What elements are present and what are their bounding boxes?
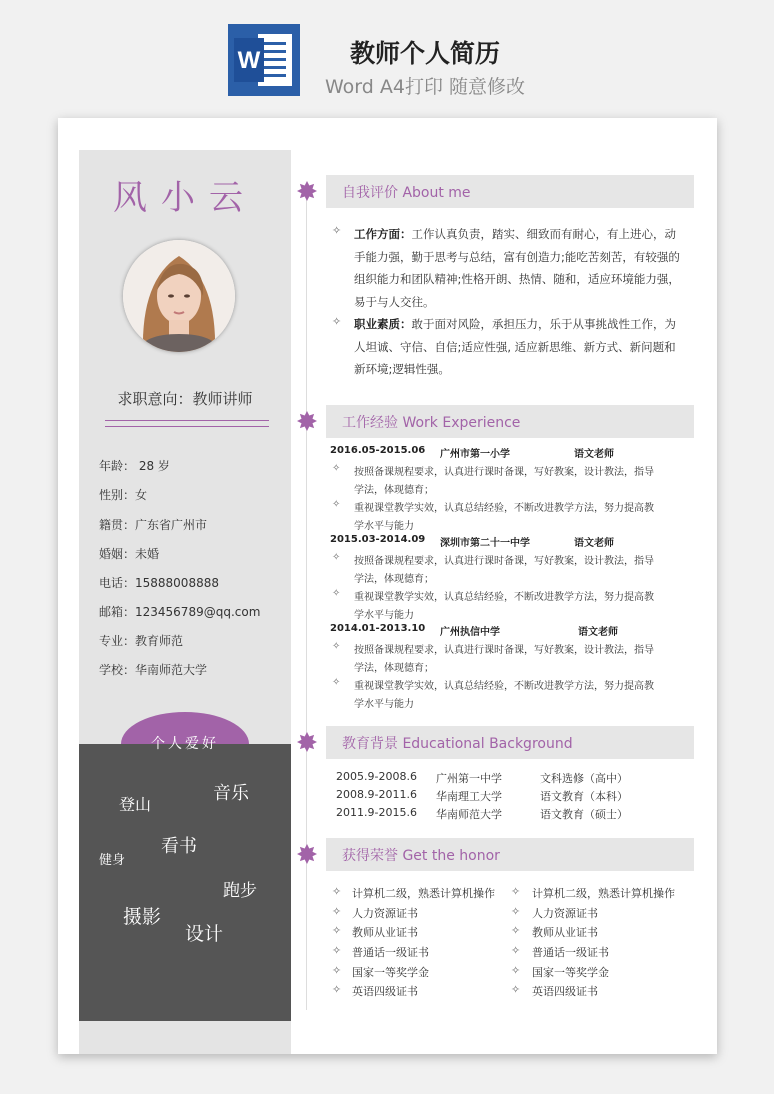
job-duty-line: 学法，体现德育； [354, 485, 434, 496]
hobby-word: 健身 [99, 853, 126, 868]
about-line: 手能力强，勤于思考与总结，富有创造力;能吃苦刻苦，有较强的 [354, 249, 680, 264]
job-duty-line: 按照备课规程要求，认真进行课时备课，写好教案，设计教法，指导 [354, 645, 654, 656]
section-header-work [326, 405, 694, 438]
job-duty-line: 学水平与能力 [354, 699, 414, 710]
job-school: 广州市第一小学 [440, 449, 510, 460]
section-title: 获得荣誉 Get the honor [342, 848, 500, 864]
honor-item: 国家一等奖学金 [352, 966, 429, 979]
diamond-icon: ✧ [511, 924, 521, 937]
diamond-icon: ✧ [511, 944, 521, 957]
diamond-icon: ✧ [332, 463, 341, 474]
hobby-word: 看书 [161, 836, 197, 857]
diamond-icon: ✧ [511, 983, 521, 996]
diamond-icon: ✧ [332, 983, 342, 996]
word-doc-icon [228, 24, 300, 96]
hobby-word: 摄影 [123, 906, 162, 928]
about-label: 职业素质： [354, 317, 412, 331]
edu-period: 2005.9-2008.6 [336, 770, 417, 783]
divider-line [105, 420, 269, 421]
honor-item: 普通话一级证书 [352, 946, 429, 959]
diamond-icon: ✧ [332, 677, 341, 688]
profile-photo [123, 240, 235, 352]
diamond-icon: ✧ [332, 964, 342, 977]
honor-item: 英语四级证书 [352, 985, 418, 998]
hobby-panel [79, 744, 291, 1021]
diamond-icon: ✧ [332, 315, 342, 328]
page-subtitle: Word A4打印 随意修改 [324, 76, 525, 98]
diamond-icon: ✧ [332, 924, 342, 937]
honor-item: 计算机二级，熟悉计算机操作 [532, 887, 675, 900]
job-duty-line: 学法，体现德育； [354, 574, 434, 585]
info-age: 年龄： 28 岁 [99, 459, 170, 473]
job-date: 2014.01-2013.10 [330, 623, 426, 634]
hobby-word: 跑步 [223, 881, 257, 901]
job-school: 深圳市第二十一中学 [440, 538, 530, 549]
diamond-icon: ✧ [332, 224, 342, 237]
page-title: 教师个人简历 [349, 39, 500, 68]
edu-period: 2008.9-2011.6 [336, 788, 417, 801]
job-role: 语文老师 [574, 449, 614, 460]
job-intent: 求职意向：教师讲师 [117, 390, 253, 408]
honor-item: 教师从业证书 [352, 926, 418, 939]
starburst-icon [297, 411, 317, 431]
about-work-block [354, 223, 714, 313]
edu-major: 文科选修（高中） [540, 772, 628, 785]
info-hometown: 籍贯：广东省广州市 [99, 518, 208, 532]
honor-item: 英语四级证书 [532, 985, 598, 998]
section-header-honor [326, 838, 694, 871]
hobby-title: 个人爱好 [151, 736, 219, 752]
honor-item: 人力资源证书 [532, 907, 598, 920]
hobby-word: 音乐 [213, 783, 249, 804]
honor-item: 人力资源证书 [352, 907, 418, 920]
edu-major: 语文教育（硕士） [540, 808, 628, 821]
diamond-icon: ✧ [332, 641, 341, 652]
about-line: 新环境;逻辑性强。 [354, 362, 450, 376]
starburst-icon [297, 181, 317, 201]
info-marital: 婚姻：未婚 [99, 547, 160, 561]
job-role: 语文老师 [574, 538, 614, 549]
hobby-word: 设计 [185, 923, 224, 945]
job-role: 语文老师 [578, 627, 618, 638]
diamond-icon: ✧ [511, 964, 521, 977]
about-line: 易于与人交往。 [354, 294, 435, 309]
edu-school: 华南师范大学 [436, 808, 502, 821]
section-title: 工作经验 Work Experience [342, 415, 521, 431]
word-icon-letter: W [237, 47, 261, 74]
diamond-icon: ✧ [332, 944, 342, 957]
section-header-about [326, 175, 694, 208]
diamond-icon: ✧ [332, 905, 342, 918]
sidebar [79, 150, 291, 1054]
honor-item: 国家一等奖学金 [532, 966, 609, 979]
diamond-icon: ✧ [332, 885, 342, 898]
page-header [0, 0, 774, 110]
edu-school: 广州第一中学 [436, 772, 502, 785]
about-quality-block [354, 313, 714, 381]
main-column [292, 118, 717, 1054]
edu-period: 2011.9-2015.6 [336, 806, 417, 819]
divider-line [105, 426, 269, 427]
diamond-icon: ✧ [511, 885, 521, 898]
info-phone: 电话：15888008888 [99, 576, 219, 590]
edu-school: 华南理工大学 [436, 790, 502, 803]
section-title: 自我评价 About me [342, 185, 471, 201]
diamond-icon: ✧ [511, 905, 521, 918]
job-duty-line: 按照备课规程要求，认真进行课时备课，写好教案，设计教法，指导 [354, 556, 654, 567]
timeline-line [306, 190, 307, 1010]
info-email: 邮箱：123456789@qq.com [99, 605, 261, 619]
honor-item: 教师从业证书 [532, 926, 598, 939]
about-line: 人坦诚、守信、自信;适应性强, 适应新思维、新方式、新问题和 [354, 339, 676, 354]
job-duty-line: 重视课堂教学实效，认真总结经验，不断改进教学方法，努力提高教 [354, 681, 654, 692]
job-duty-line: 学水平与能力 [354, 610, 414, 621]
candidate-name: 风小云 [113, 178, 257, 218]
job-date: 2016.05-2015.06 [330, 445, 426, 456]
section-title: 教育背景 Educational Background [342, 736, 573, 752]
diamond-icon: ✧ [332, 499, 341, 510]
resume-page [58, 118, 717, 1054]
diamond-icon: ✧ [332, 552, 341, 563]
info-major: 专业：教育师范 [99, 634, 184, 648]
about-label: 工作方面： [354, 227, 412, 241]
info-gender: 性别：女 [99, 488, 148, 502]
starburst-icon [297, 732, 317, 752]
job-school: 广州执信中学 [440, 627, 500, 638]
section-header-education [326, 726, 694, 759]
starburst-icon [297, 844, 317, 864]
job-duty-line: 学水平与能力 [354, 521, 414, 532]
edu-major: 语文教育（本科） [540, 790, 628, 803]
about-line: 工作认真负责，踏实、细致而有耐心，有上进心，动 [411, 227, 676, 241]
job-duty-line: 学法，体现德育； [354, 663, 434, 674]
job-date: 2015.03-2014.09 [330, 534, 426, 545]
diamond-icon: ✧ [332, 588, 341, 599]
about-line: 组织能力和团队精神;性格开朗、热情、随和，适应环境能力强， [354, 272, 680, 286]
hobby-word: 登山 [119, 795, 152, 814]
job-duty-line: 重视课堂教学实效，认真总结经验，不断改进教学方法，努力提高教 [354, 592, 654, 603]
job-duty-line: 按照备课规程要求，认真进行课时备课，写好教案，设计教法，指导 [354, 467, 654, 478]
honor-item: 普通话一级证书 [532, 946, 609, 959]
job-duty-line: 重视课堂教学实效，认真总结经验，不断改进教学方法，努力提高教 [354, 503, 654, 514]
about-line: 敢于面对风险，承担压力，乐于从事挑战性工作，为 [411, 317, 676, 331]
portrait-image [123, 240, 235, 352]
info-school: 学校：华南师范大学 [99, 663, 208, 677]
honor-item: 计算机二级，熟悉计算机操作 [352, 887, 495, 900]
